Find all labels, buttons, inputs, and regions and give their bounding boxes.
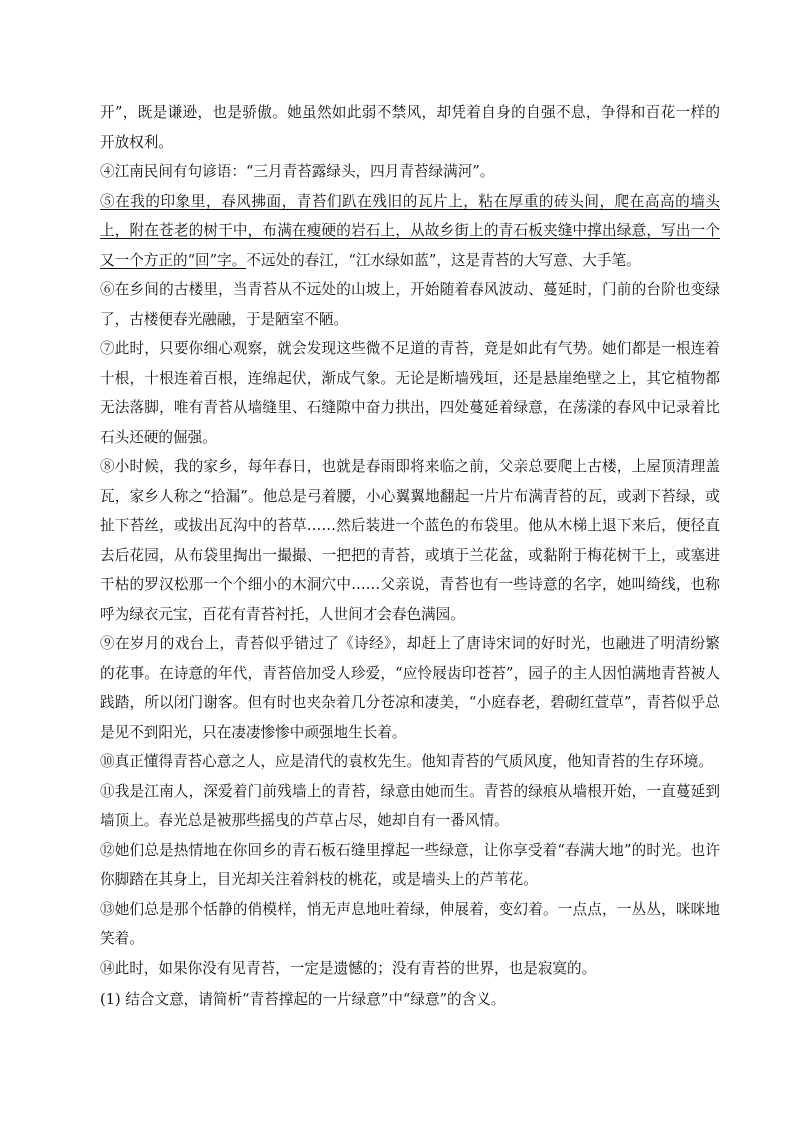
- paragraph-4: ④江南民间有句谚语：“三月青苔露绿头，四月青苔绿满河”。: [100, 163, 495, 180]
- paragraph-5: [100, 187, 720, 276]
- paragraph-14: ⑭此时，如果你没有见青苔，一定是遗憾的；没有青苔的世界，也是寂寞的。: [100, 959, 597, 977]
- paragraph-continued: 开”，既是谦逊，也是骄傲。她虽然如此弱不禁风，却凭着自身的自强不息，争得和百花一样的开放权利。: [100, 104, 720, 151]
- paragraph-10: ⑩真正懂得青苔心意之人，应是清代的袁枚先生。他知青苔的气质风度，他知青苔的生存环境。: [100, 753, 713, 770]
- underlined-sentence: ⑤在我的印象里，春风拂面，青苔们趴在残旧的瓦片上，粘在厚重的砖头间，爬在高高的墙头上，附在苍老的树干中，布满在瘦硬的岩石上，从故乡街上的青石板夹缝中撑出绿意，写出一个又一个方正的“回”字。: [100, 192, 720, 269]
- paragraph-11: ⑪我是江南人，深爱着门前残墙上的青苔，绿意由她而生。青苔的绿痕从墙根开始，一直蔓延到墙顶上。春光总是被那些摇曳的芦草占尽，她却自有一番风情。: [100, 782, 720, 829]
- essay-body: [100, 98, 720, 1015]
- paragraph-5-rest: 不远处的春江，“江水绿如蓝”，这是青苔的大写意、大手笔。: [246, 251, 641, 269]
- paragraph-8: ⑧小时候，我的家乡，每年春日，也就是春雨即将来临之前，父亲总要爬上古楼，上屋顶清理盖瓦，家乡人称之“拾漏”。他总是弓着腰，小心翼翼地翻起一片片布满青苔的瓦，或剥下苔绿，或扯下苔丝，或拔出瓦沟中的苔草……然后装进一个蓝色的布袋里。他从木梯上退下来后，便径直去后花园，从布袋里掏出一撮撮、一把把的青苔，或填于兰花盆，或黏附于梅花树干上，或塞进干枯的罗汉松那一个个细小的木洞穴中……父亲说，青苔也有一些诗意的名字，她叫绮线，也称呼为绿衣元宝，百花有青苔衬托，人世间才会春色满园。: [100, 458, 720, 623]
- question-1: (1) 结合文意，请简析“青苔撑起的一片绿意”中“绿意”的含义。: [100, 991, 506, 1008]
- paragraph-9: ⑨在岁月的戏台上，青苔似乎错过了《诗经》，却赶上了唐诗宋词的好时光，也融进了明清纷繁的花事。在诗意的年代，青苔倍加受人珍爱，“应怜屐齿印苍苔”，园子的主人因怕满地青苔被人践踏，所以闭门谢客。但有时也夹杂着几分苍凉和凄美，“小庭春老，碧砌红萱草”，青苔似乎总是见不到阳光，只在凄凄惨惨中顽强地生长着。: [100, 635, 720, 741]
- paragraph-7: ⑦此时，只要你细心观察，就会发现这些微不足道的青苔，竟是如此有气势。她们都是一根连着十根，十根连着百根，连绵起伏，渐成气象。无论是断墙残垣，还是悬崖绝壁之上，其它植物都无法落脚，唯有青苔从墙缝里、石缝隙中奋力拱出，四处蔓延着绿意，在荡漾的春风中记录着比石头还硬的倔强。: [100, 340, 720, 446]
- paragraph-13: ⑬她们总是那个恬静的俏模样，悄无声息地吐着绿，伸展着，变幻着。一点点，一丛丛，咪咪地笑着。: [100, 900, 720, 947]
- paragraph-6: ⑥在乡间的古楼里，当青苔从不远处的山坡上，开始随着春风波动、蔓延时，门前的台阶也变绿了，古楼便春光融融，于是陋室不陋。: [100, 281, 720, 328]
- paragraph-12: ⑫她们总是热情地在你回乡的青石板石缝里撑起一些绿意，让你享受着“春满大地”的时光。也许你脚踏在其身上，目光却关注着斜枝的桃花，或是墙头上的芦苇花。: [100, 841, 720, 888]
